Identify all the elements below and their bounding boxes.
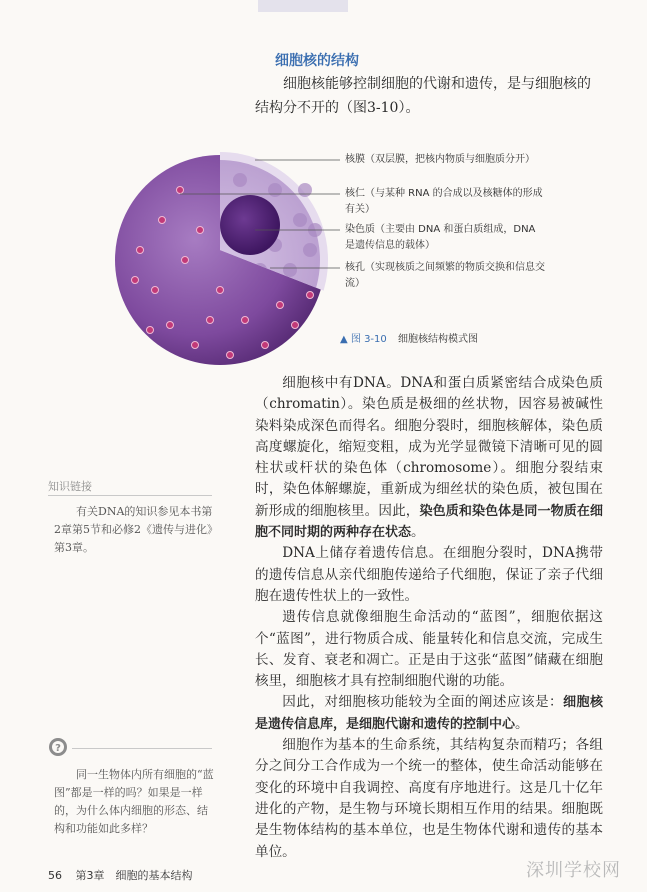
figure-label-nucleolus: 核仁（与某种 RNA 的合成以及核糖体的形成有关） [345, 188, 543, 215]
chapter-title: 第3章 细胞的基本结构 [75, 869, 193, 882]
page-number: 56 [48, 869, 62, 882]
caption-title: 细胞核结构模式图 [397, 334, 478, 345]
paragraph-cell-system: 细胞作为基本的生命系统，其结构复杂而精巧；各组分之间分工合作成为一个统一的整体，使生命活动能够在变化的环境中自我调控、高度有序地进行。这是几十亿年进化的产物，是生物与环境长期相互作用的结果。细胞既是生物体结构的基本单位，也是生物体代谢和遗传的基本单位。 [255, 737, 603, 860]
figure-caption [340, 330, 478, 345]
sidebar-divider-question [72, 748, 212, 749]
sidebar-knowledge-link-text: 有关DNA的知识参见本书第2章第5节和必修2《遗传与进化》第3章。 [54, 505, 213, 554]
figure-label-nuclear-pore: 核孔（实现核质之间频繁的物质交换和信息交流） [345, 262, 545, 289]
caption-marker-icon: ▲ [340, 334, 348, 345]
caption-number: 图 3-10 [350, 334, 387, 345]
paragraph-dna-info: DNA上储存着遗传信息。在细胞分裂时，DNA携带的遗传信息从亲代细胞传递给子代细胞，保证了亲子代细胞在遗传性状上的一致性。 [255, 545, 603, 604]
paragraph-blueprint: 遗传信息就像细胞生命活动的“蓝图”，细胞依据这个“蓝图”，进行物质合成、能量转化和信息交流，完成生长、发育、衰老和凋亡。正是由于这张“蓝图”储藏在细胞核里，细胞核才具有控制细胞代谢的功能。 [255, 609, 603, 690]
sidebar-question-text: 同一生物体内所有细胞的“蓝图”都是一样的吗？如果是一样的，为什么体内细胞的形态、结构和功能如此多样？ [54, 768, 214, 835]
intro-paragraph: 细胞核能够控制细胞的代谢和遗传，是与细胞核的结构分不开的（图3-10）。 [255, 76, 591, 116]
paragraph-chromatin: 细胞核中有DNA。DNA和蛋白质紧密结合成染色质（chromatin）。染色质是极细的丝状物，因容易被碱性染料染成深色而得名。细胞分裂时，细胞核解体，染色质高度螺旋化，缩短变粗，成为光学显微镜下清晰可见的圆柱状或杆状的染色体（chromosome）。细胞分裂结束时，染色体解螺旋，重新成为细丝状的染色质，被包围在新形成的细胞核里。因此，染色质和染色体是同一物质在细胞不同时期的两种存在状态。 [255, 375, 603, 541]
question-icon [48, 737, 68, 757]
svg-text:?: ? [55, 743, 61, 754]
page-footer [48, 867, 193, 883]
figure-label-nuclear-envelope: 核膜（双层膜，把核内物质与细胞质分开） [345, 154, 535, 165]
sidebar-knowledge-link-title: 知识链接 [48, 480, 92, 493]
sidebar-divider [48, 495, 212, 496]
main-body [255, 373, 603, 863]
section-title: 细胞核的结构 [275, 53, 359, 69]
paragraph-conclusion: 因此，对细胞核功能较为全面的阐述应该是：细胞核是遗传信息库，是细胞代谢和遗传的控制中心。 [255, 694, 603, 732]
watermark: 深圳学校网 [526, 860, 621, 881]
figure-label-chromatin: 染色质（主要由 DNA 和蛋白质组成，DNA 是遗传信息的载体） [345, 224, 536, 251]
